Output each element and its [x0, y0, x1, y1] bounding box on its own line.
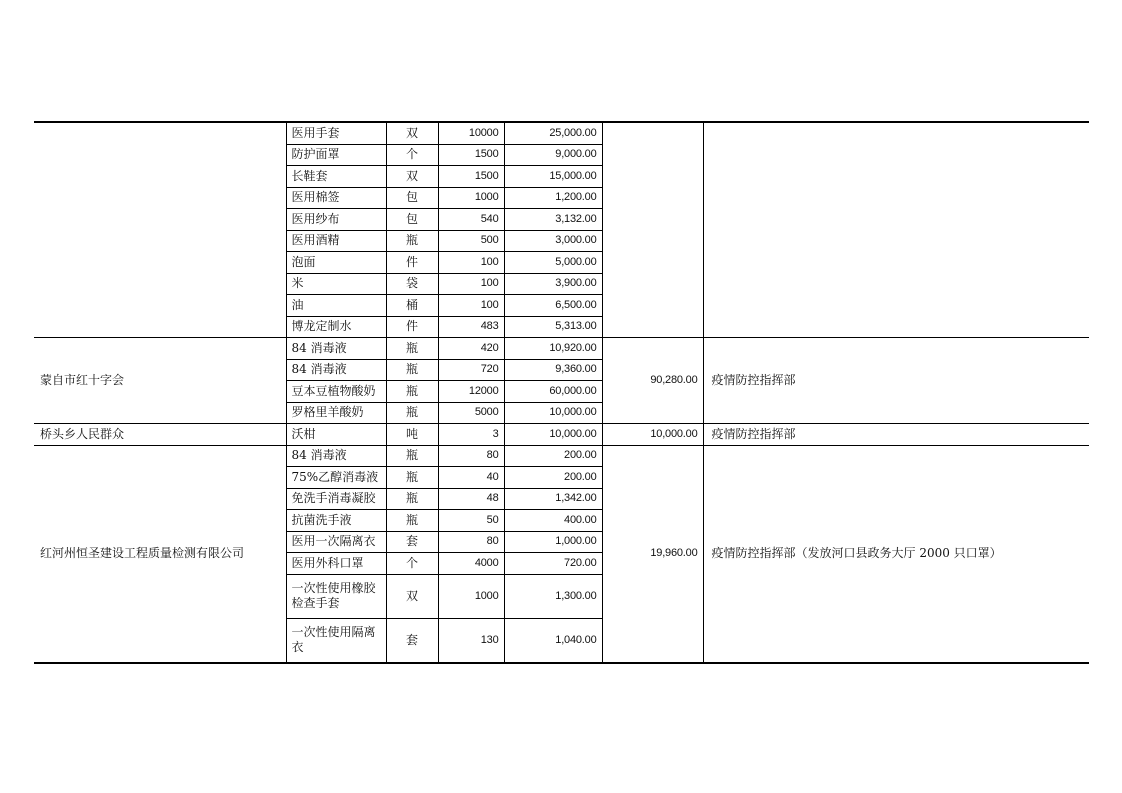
quantity-cell: 5000 — [438, 402, 504, 424]
table-row — [34, 424, 1089, 446]
donor-cell — [34, 122, 286, 338]
unit-cell: 瓶 — [386, 359, 438, 381]
amount-cell: 25,000.00 — [504, 122, 602, 144]
amount-cell: 6,500.00 — [504, 295, 602, 317]
quantity-cell: 540 — [438, 209, 504, 231]
unit-cell: 瓶 — [386, 338, 438, 360]
unit-cell: 包 — [386, 209, 438, 231]
item-name-cell: 医用外科口罩 — [286, 553, 386, 575]
unit-cell: 个 — [386, 553, 438, 575]
amount-cell: 3,900.00 — [504, 273, 602, 295]
quantity-cell: 483 — [438, 316, 504, 338]
item-name-cell: 油 — [286, 295, 386, 317]
amount-cell: 400.00 — [504, 510, 602, 532]
amount-cell: 9,360.00 — [504, 359, 602, 381]
amount-cell: 5,000.00 — [504, 252, 602, 274]
purpose-cell: 疫情防控指挥部 — [703, 338, 1089, 424]
table-row — [34, 338, 1089, 360]
unit-cell: 包 — [386, 187, 438, 209]
item-name-cell: 75%乙醇消毒液 — [286, 467, 386, 489]
item-name-cell: 医用手套 — [286, 122, 386, 144]
amount-cell: 1,342.00 — [504, 488, 602, 510]
donor-cell: 蒙自市红十字会 — [34, 338, 286, 424]
unit-cell: 瓶 — [386, 445, 438, 467]
quantity-cell: 720 — [438, 359, 504, 381]
amount-cell: 5,313.00 — [504, 316, 602, 338]
amount-cell: 200.00 — [504, 467, 602, 489]
unit-cell: 瓶 — [386, 402, 438, 424]
quantity-cell: 10000 — [438, 122, 504, 144]
group-total-cell: 90,280.00 — [602, 338, 703, 424]
amount-cell: 1,000.00 — [504, 531, 602, 553]
quantity-cell: 1500 — [438, 144, 504, 166]
amount-cell: 9,000.00 — [504, 144, 602, 166]
amount-cell: 10,000.00 — [504, 402, 602, 424]
unit-cell: 瓶 — [386, 381, 438, 403]
unit-cell: 件 — [386, 252, 438, 274]
amount-cell: 3,132.00 — [504, 209, 602, 231]
group-total-cell: 10,000.00 — [602, 424, 703, 446]
item-name-cell: 84 消毒液 — [286, 338, 386, 360]
item-name-cell: 免洗手消毒凝胶 — [286, 488, 386, 510]
item-name-cell: 一次性使用橡胶检查手套 — [286, 574, 386, 618]
quantity-cell: 100 — [438, 295, 504, 317]
quantity-cell: 1500 — [438, 166, 504, 188]
quantity-cell: 12000 — [438, 381, 504, 403]
quantity-cell: 80 — [438, 531, 504, 553]
amount-cell: 10,000.00 — [504, 424, 602, 446]
amount-cell: 720.00 — [504, 553, 602, 575]
quantity-cell: 48 — [438, 488, 504, 510]
item-name-cell: 长鞋套 — [286, 166, 386, 188]
quantity-cell: 40 — [438, 467, 504, 489]
unit-cell: 瓶 — [386, 510, 438, 532]
item-name-cell: 泡面 — [286, 252, 386, 274]
unit-cell: 套 — [386, 531, 438, 553]
quantity-cell: 100 — [438, 252, 504, 274]
purpose-cell — [703, 122, 1089, 338]
group-total-cell — [602, 122, 703, 338]
table-row — [34, 445, 1089, 467]
item-name-cell: 一次性使用隔离衣 — [286, 618, 386, 663]
unit-cell: 双 — [386, 166, 438, 188]
amount-cell: 1,040.00 — [504, 618, 602, 663]
unit-cell: 袋 — [386, 273, 438, 295]
quantity-cell: 80 — [438, 445, 504, 467]
amount-cell: 15,000.00 — [504, 166, 602, 188]
item-name-cell: 沃柑 — [286, 424, 386, 446]
unit-cell: 个 — [386, 144, 438, 166]
quantity-cell: 100 — [438, 273, 504, 295]
unit-cell: 瓶 — [386, 488, 438, 510]
quantity-cell: 130 — [438, 618, 504, 663]
item-name-cell: 防护面罩 — [286, 144, 386, 166]
unit-cell: 双 — [386, 122, 438, 144]
item-name-cell: 豆本豆植物酸奶 — [286, 381, 386, 403]
purpose-cell: 疫情防控指挥部 — [703, 424, 1089, 446]
item-name-cell: 博龙定制水 — [286, 316, 386, 338]
item-name-cell: 医用纱布 — [286, 209, 386, 231]
quantity-cell: 4000 — [438, 553, 504, 575]
quantity-cell: 1000 — [438, 574, 504, 618]
amount-cell: 3,000.00 — [504, 230, 602, 252]
item-name-cell: 医用酒精 — [286, 230, 386, 252]
donor-cell: 红河州恒圣建设工程质量检测有限公司 — [34, 445, 286, 663]
unit-cell: 件 — [386, 316, 438, 338]
item-name-cell: 84 消毒液 — [286, 445, 386, 467]
unit-cell: 瓶 — [386, 467, 438, 489]
item-name-cell: 米 — [286, 273, 386, 295]
unit-cell: 桶 — [386, 295, 438, 317]
item-name-cell: 医用棉签 — [286, 187, 386, 209]
quantity-cell: 420 — [438, 338, 504, 360]
item-name-cell: 医用一次隔离衣 — [286, 531, 386, 553]
unit-cell: 瓶 — [386, 230, 438, 252]
group-total-cell: 19,960.00 — [602, 445, 703, 663]
donor-cell: 桥头乡人民群众 — [34, 424, 286, 446]
amount-cell: 60,000.00 — [504, 381, 602, 403]
amount-cell: 10,920.00 — [504, 338, 602, 360]
quantity-cell: 1000 — [438, 187, 504, 209]
quantity-cell: 50 — [438, 510, 504, 532]
item-name-cell: 罗格里羊酸奶 — [286, 402, 386, 424]
unit-cell: 双 — [386, 574, 438, 618]
purpose-cell: 疫情防控指挥部（发放河口县政务大厅 2000 只口罩） — [703, 445, 1089, 663]
item-name-cell: 抗菌洗手液 — [286, 510, 386, 532]
unit-cell: 吨 — [386, 424, 438, 446]
quantity-cell: 3 — [438, 424, 504, 446]
item-name-cell: 84 消毒液 — [286, 359, 386, 381]
unit-cell: 套 — [386, 618, 438, 663]
donation-table-body — [34, 122, 1089, 663]
amount-cell: 1,300.00 — [504, 574, 602, 618]
table-row — [34, 122, 1089, 144]
amount-cell: 200.00 — [504, 445, 602, 467]
quantity-cell: 500 — [438, 230, 504, 252]
amount-cell: 1,200.00 — [504, 187, 602, 209]
donation-table — [34, 121, 1089, 664]
